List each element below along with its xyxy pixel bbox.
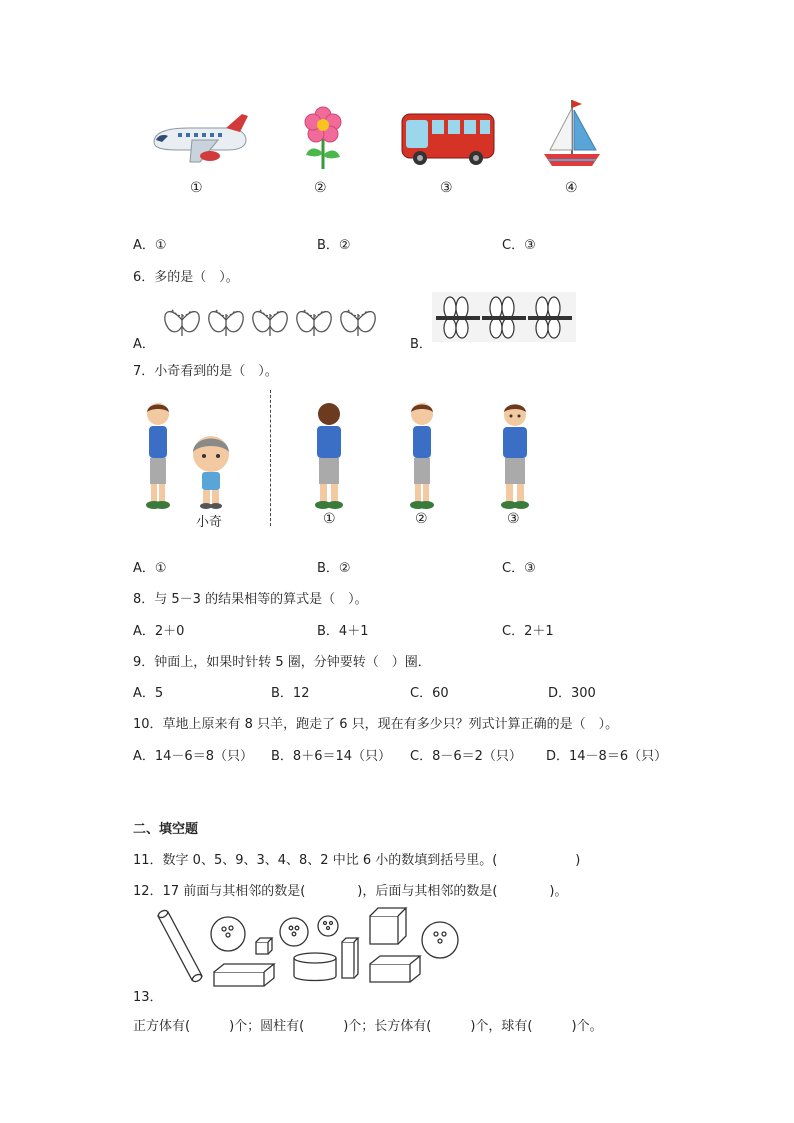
image-label-1: ① [190, 180, 203, 196]
q8-option-b: B．4＋1 [317, 624, 369, 639]
section-title: 二、填空题 [133, 822, 199, 837]
image-label-2: ② [314, 180, 327, 196]
q13-number: 13． [133, 990, 163, 1005]
dragonflies-image [432, 292, 576, 342]
q10-option-c: C．8－6＝2（只） [410, 749, 522, 764]
q10-text: 10．草地上原来有 8 只羊，跑走了 6 只，现在有多少只？列式计算正确的是（ ）。 [133, 717, 619, 732]
q7-option-b: B．② [317, 561, 351, 576]
q8-option-a: A．2＋0 [133, 624, 185, 639]
image-label-4: ④ [565, 180, 578, 196]
q9-option-c: C．60 [410, 686, 449, 701]
q9-option-a: A．5 [133, 686, 164, 701]
q7-option-a: A．① [133, 561, 167, 576]
divider-line [270, 390, 271, 526]
q9-text: 9．钟面上，如果时针转 5 圈，分钟要转（ ）圈． [133, 655, 431, 670]
q11-text: 11．数字 0、5、9、3、4、8、2 中比 6 小的数填到括号里。( ) [133, 853, 581, 868]
flower-image [300, 105, 346, 171]
bus-image [398, 108, 498, 168]
q12-text: 12．17 前面与其相邻的数是( )，后面与其相邻的数是( )。 [133, 884, 568, 899]
q7-option-c: C．③ [502, 561, 536, 576]
q10-option-a: A．14－6＝8（只） [133, 749, 253, 764]
q5-option-b: B．② [317, 238, 351, 253]
boy-back-view-image [308, 400, 350, 512]
q5-option-a: A．① [133, 238, 167, 253]
airplane-image [148, 110, 252, 168]
view-label-3: ③ [507, 511, 520, 527]
q5-option-c: C．③ [502, 238, 536, 253]
boy-front-view-image [494, 400, 536, 512]
xiaoqi-image [188, 434, 234, 510]
q8-option-c: C．2＋1 [502, 624, 554, 639]
q6-option-b: B． [410, 337, 432, 352]
q13-text: 正方体有( )个；圆柱有( )个；长方体有( )个，球有( )个。 [133, 1019, 603, 1034]
boy-side-view-2-image [404, 400, 440, 512]
q8-text: 8．与 5－3 的结果相等的算式是（ ）。 [133, 592, 368, 607]
xiaoqi-label: 小奇 [196, 515, 223, 530]
view-label-2: ② [415, 511, 428, 527]
q10-option-d: D．14－8＝6（只） [546, 749, 668, 764]
q10-option-b: B．8＋6＝14（只） [271, 749, 392, 764]
view-label-1: ① [323, 511, 336, 527]
q9-option-b: B．12 [271, 686, 310, 701]
boy-side-view-image [140, 400, 176, 512]
q6-text: 6．多的是（ ）。 [133, 270, 239, 285]
q6-option-a: A． [133, 337, 155, 352]
solid-shapes-image [154, 904, 464, 988]
q7-text: 7．小奇看到的是（ ）。 [133, 364, 278, 379]
image-label-3: ③ [440, 180, 453, 196]
q9-option-d: D．300 [548, 686, 596, 701]
sailboat-image [540, 96, 604, 170]
butterflies-image [158, 298, 380, 342]
